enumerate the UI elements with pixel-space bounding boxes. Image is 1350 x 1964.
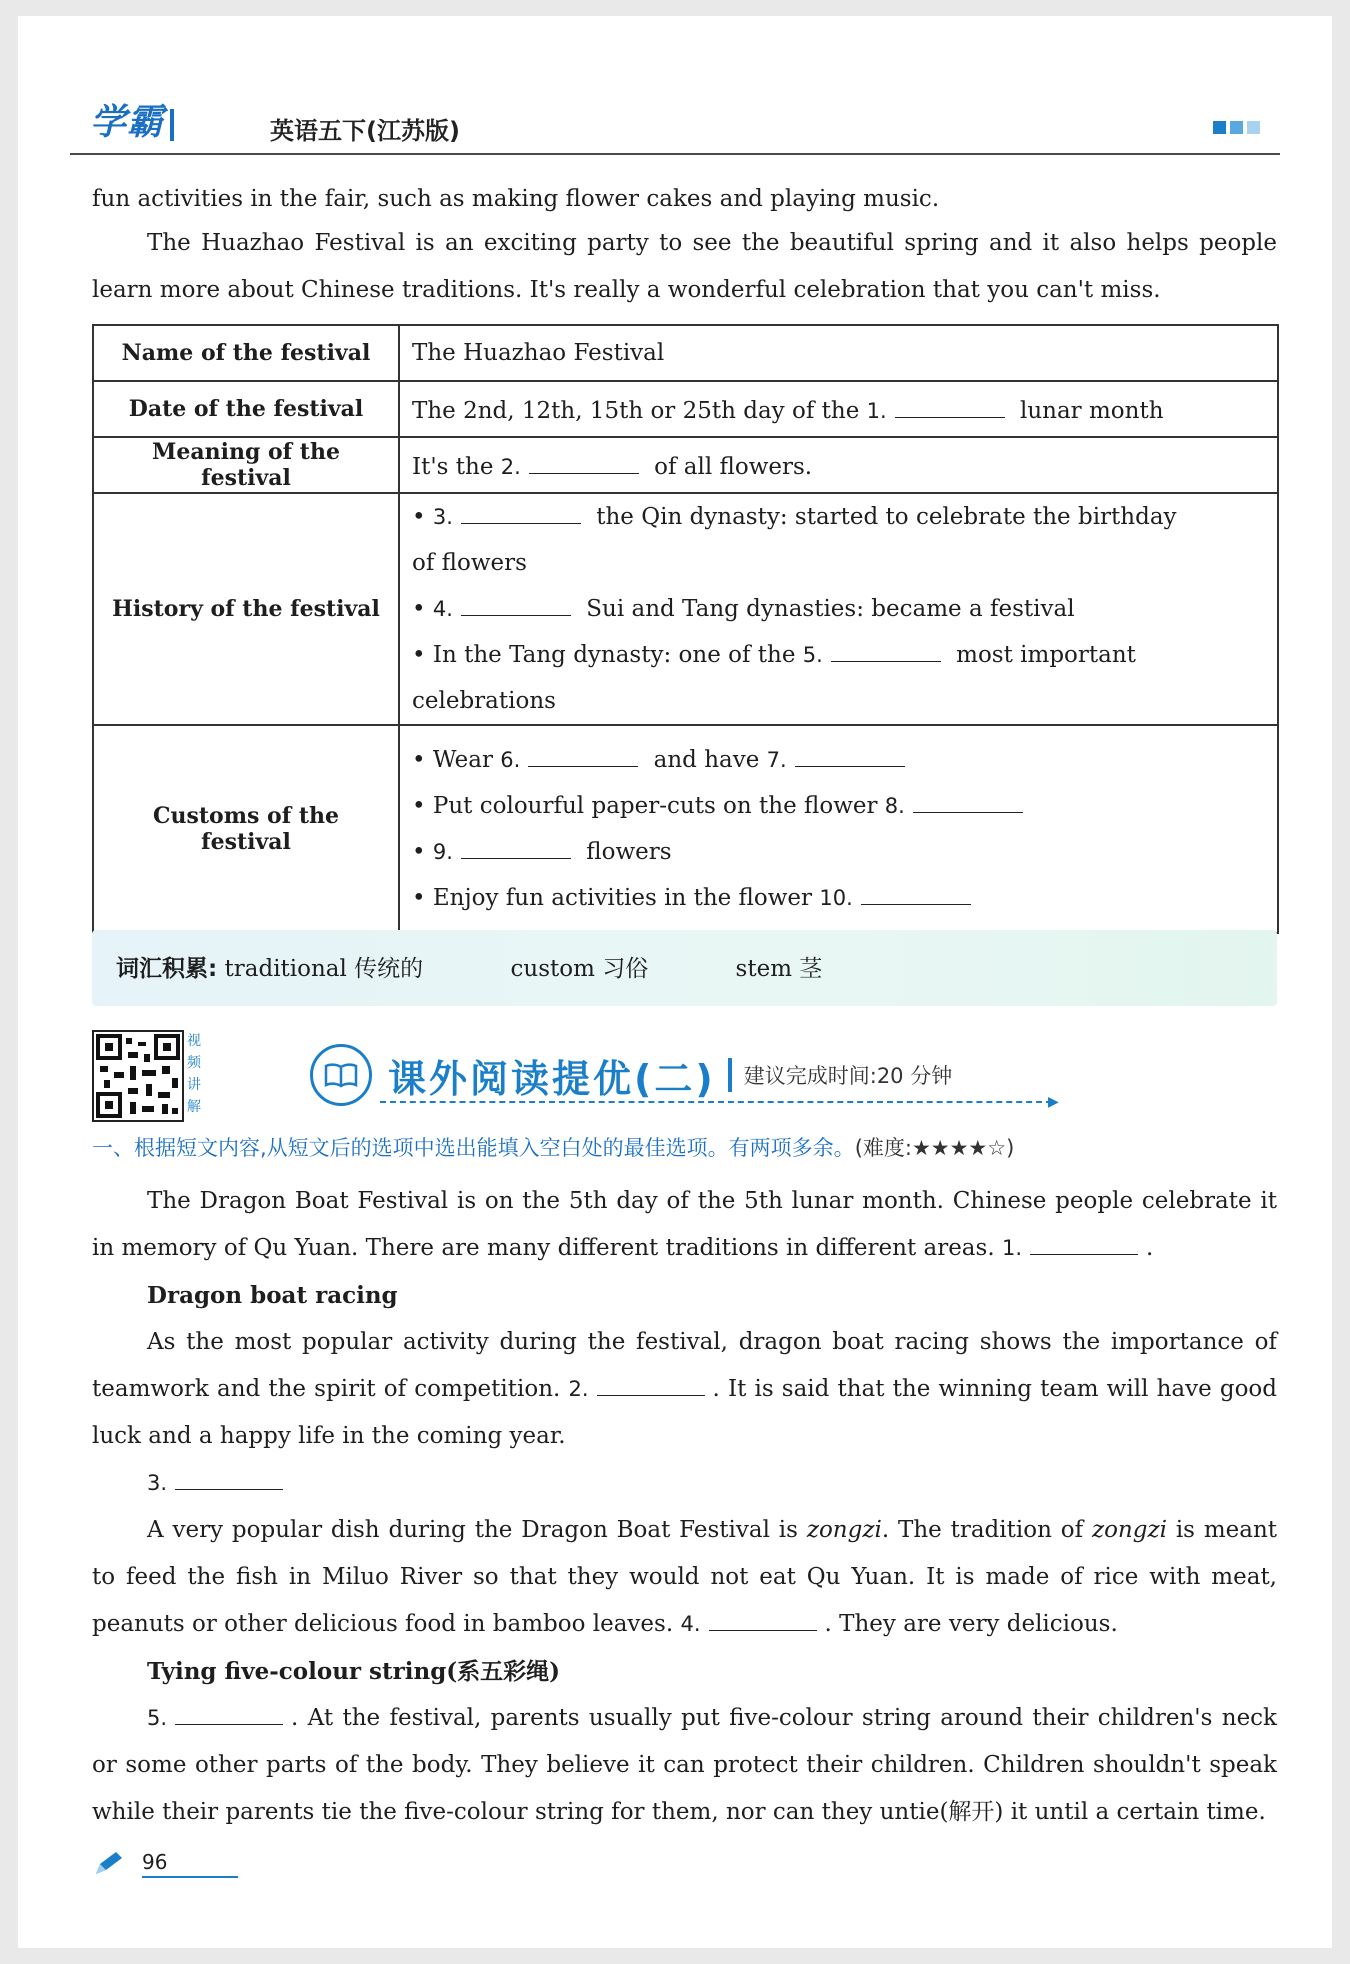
answer-blank[interactable] (597, 1372, 705, 1396)
row-label: Meaning of the festival (93, 437, 399, 493)
passage-paragraph: The Huazhao Festival is an exciting party to see the beautiful spring and it also helps people learn more about Chinese traditions. It's really a wonderful celebration that you can't miss. (92, 230, 1277, 303)
row-label: Customs of the festival (93, 725, 399, 933)
answer-blank[interactable] (528, 743, 638, 767)
logo-divider (170, 109, 174, 141)
answer-blank[interactable] (861, 881, 971, 905)
answer-blank[interactable] (709, 1607, 817, 1631)
vocab-label: 词汇积累: (116, 956, 218, 982)
blank-number: 1. (1001, 1236, 1022, 1260)
section-title: 课外阅读提优(二) (388, 1056, 716, 1101)
blank-number: 5. (147, 1706, 168, 1730)
qr-label: 视频讲解 (187, 1033, 201, 1115)
qr-code[interactable] (92, 1030, 184, 1122)
logo-text: 学霸 (90, 102, 165, 143)
blank-number: 6. (500, 748, 521, 772)
suggested-time: 建议完成时间:20 分钟 (743, 1064, 953, 1088)
vocab-list (116, 950, 822, 983)
blank-number: 4. (432, 597, 453, 621)
answer-blank[interactable] (461, 592, 571, 616)
passage-paragraph: As the most popular activity during the festival, dragon boat racing shows the importance of teamwork and the spirit of competition. 2. . It is said that the winning team will have good luck and a happy life in the coming year. (92, 1329, 1277, 1449)
arrow-right-icon: ▶ (1048, 1094, 1059, 1110)
pencil-icon (92, 1850, 126, 1878)
table-row (93, 437, 1278, 493)
table-row (93, 381, 1278, 437)
blank-number: 3. (432, 505, 453, 529)
answer-blank[interactable] (175, 1466, 283, 1490)
passage-line (147, 1460, 547, 1507)
blank-number: 5. (802, 643, 823, 667)
book-title: 英语五下(江苏版) (270, 117, 460, 145)
blank-number: 1. (866, 399, 887, 423)
blank-number: 2. (568, 1377, 589, 1401)
section-heading (310, 1040, 952, 1110)
answer-blank[interactable] (529, 450, 639, 474)
table-row (93, 493, 1278, 725)
page-number: 96 (142, 1850, 238, 1878)
answer-blank[interactable] (461, 835, 571, 859)
table-row (93, 325, 1278, 381)
page-header (70, 85, 1280, 155)
row-value: • 3. the Qin dynasty: started to celebrate the birthday of flowers • 4. Sui and Tang dynasties: became a festival • In the Tang dynasty: one of the 5. most important celebrations (399, 493, 1278, 725)
answer-blank[interactable] (1030, 1231, 1138, 1255)
row-value: The Huazhao Festival (399, 325, 1278, 381)
blank-number: 8. (884, 794, 905, 818)
passage-line: fun activities in the fair, such as making flower cakes and playing music. (92, 186, 940, 212)
answer-blank[interactable] (461, 500, 581, 524)
passage-paragraph: A very popular dish during the Dragon Boat Festival is zongzi. The tradition of zongzi is meant to feed the fish in Miluo River so that they would not eat Qu Yuan. It is made of rice with meat, peanuts or other delicious food in bamboo leaves. 4. . They are very delicious. (92, 1517, 1278, 1637)
festival-table (92, 324, 1279, 934)
open-book-icon (310, 1044, 372, 1106)
answer-blank[interactable] (895, 394, 1005, 418)
row-value: • Wear 6. and have 7. • Put colourful paper-cuts on the flower 8. • 9. flowers • Enjoy fun activities in the flower 10. (399, 725, 1278, 933)
vocab-item: stem 茎 (735, 956, 823, 982)
answer-blank[interactable] (831, 638, 941, 662)
row-label: History of the festival (93, 493, 399, 725)
logo (90, 95, 174, 145)
blank-number: 3. (147, 1471, 168, 1495)
qr-code-icon (94, 1032, 182, 1120)
passage-paragraph: 5. . At the festival, parents usually put five-colour string around their children's neck or some other parts of the body. They believe it can protect their children. Children shouldn't speak while their parents tie the five-colour string for them, nor can they untie(解开) it until a certain time. (92, 1695, 1277, 1836)
answer-blank[interactable] (913, 789, 1023, 813)
blank-number: 2. (500, 455, 521, 479)
header-decoration (1213, 121, 1260, 134)
blank-number: 10. (819, 886, 853, 910)
subheading: Tying five-colour string(系五彩绳) (147, 1658, 561, 1685)
answer-blank[interactable] (175, 1701, 283, 1725)
exercise-instruction: 一、根据短文内容,从短文后的选项中选出能填入空白处的最佳选项。有两项多余。(难度:★★★★☆) (92, 1136, 1015, 1160)
subheading: Dragon boat racing (147, 1282, 398, 1309)
answer-blank[interactable] (795, 743, 905, 767)
row-label: Name of the festival (93, 325, 399, 381)
blank-number: 7. (766, 748, 787, 772)
row-value: It's the 2. of all flowers. (399, 437, 1278, 493)
blank-number: 9. (432, 840, 453, 864)
table-row (93, 725, 1278, 933)
page-footer (92, 1850, 238, 1878)
row-value: The 2nd, 12th, 15th or 25th day of the 1. lunar month (399, 381, 1278, 437)
vocab-item: custom 习俗 (510, 956, 649, 982)
vocab-item: traditional 传统的 (224, 956, 424, 982)
row-label: Date of the festival (93, 381, 399, 437)
section-divider (728, 1058, 732, 1092)
blank-number: 4. (680, 1612, 701, 1636)
section-underline (380, 1101, 1052, 1103)
passage-paragraph: The Dragon Boat Festival is on the 5th day of the 5th lunar month. Chinese people celebrate it in memory of Qu Yuan. There are many different traditions in different areas. 1. . (92, 1188, 1277, 1261)
difficulty-rating: (难度:★★★★☆) (854, 1136, 1015, 1160)
